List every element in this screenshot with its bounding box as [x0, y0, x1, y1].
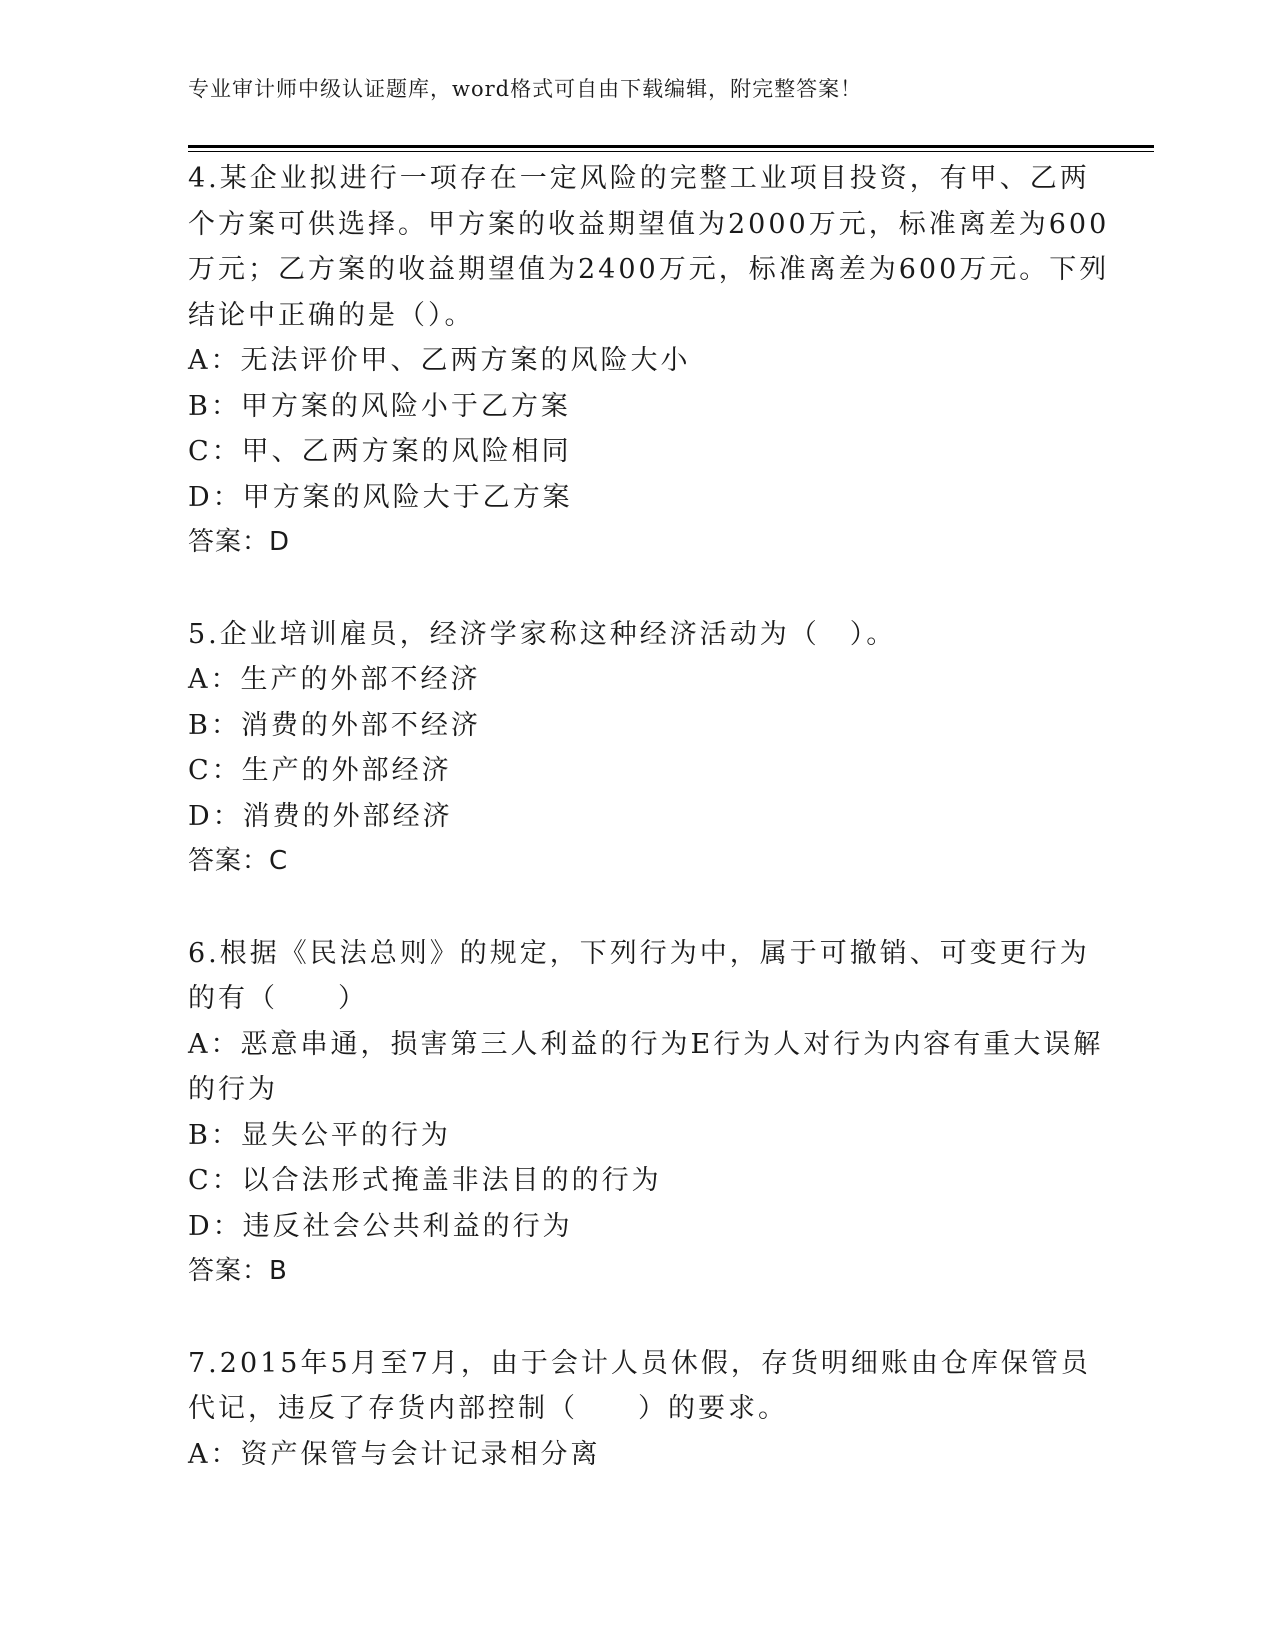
option-b: B：消费的外部不经济 [188, 709, 481, 741]
option-d: D：甲方案的风险大于乙方案 [188, 481, 573, 513]
question-stem-line: 4.某企业拟进行一项存在一定风险的完整工业项目投资，有甲、乙两 [188, 163, 1090, 194]
option-a: A：无法评价甲、乙两方案的风险大小 [188, 345, 691, 376]
option-b: B：甲方案的风险小于乙方案 [188, 390, 571, 422]
question-stem-line: 的有（ ） [188, 983, 368, 1014]
question-stem-line: 代记，违反了存货内部控制（ ）的要求。 [188, 1393, 788, 1424]
answer-line: 答案：C [188, 846, 289, 876]
header-rule-thin [188, 151, 1154, 152]
question-list [188, 156, 1110, 1477]
question-stem-line: 结论中正确的是（）。 [188, 299, 475, 331]
answer-line: 答案：B [188, 1256, 288, 1286]
option-d: D：违反社会公共利益的行为 [188, 1210, 573, 1242]
question-5 [188, 612, 1088, 885]
option-b: B：显失公平的行为 [188, 1119, 451, 1151]
question-stem-line: 5.企业培训雇员，经济学家称这种经济活动为（ ）。 [188, 618, 897, 650]
question-stem-line: 6.根据《民法总则》的规定，下列行为中，属于可撤销、可变更行为 [188, 937, 1090, 969]
question-spacer [188, 885, 1088, 931]
question-spacer [188, 566, 1088, 612]
option-d: D：消费的外部经济 [188, 800, 453, 832]
option-a-continued: 的行为 [188, 1074, 278, 1105]
question-6 [188, 931, 1104, 1295]
option-a: A：资产保管与会计记录相分离 [188, 1438, 601, 1470]
option-c: C：生产的外部经济 [188, 755, 452, 786]
option-c: C：以合法形式掩盖非法目的的行为 [188, 1165, 662, 1196]
question-7 [188, 1341, 1091, 1478]
question-stem-line: 7.2015年5月至7月，由于会计人员休假，存货明细账由仓库保管员 [188, 1347, 1091, 1379]
option-c: C：甲、乙两方案的风险相同 [188, 436, 572, 467]
option-a: A：生产的外部不经济 [188, 664, 481, 695]
question-4 [188, 156, 1110, 566]
question-stem-line: 万元；乙方案的收益期望值为2400万元，标准离差为600万元。下列 [188, 254, 1110, 285]
option-a: A：恶意串通，损害第三人利益的行为E行为人对行为内容有重大误解 [188, 1028, 1104, 1060]
question-stem-line: 个方案可供选择。甲方案的收益期望值为2000万元，标准离差为600 [188, 208, 1110, 240]
question-spacer [188, 1295, 1088, 1341]
header-rule-thick [188, 145, 1154, 148]
answer-line: 答案：D [188, 527, 291, 557]
page-header: 专业审计师中级认证题库，word格式可自由下载编辑，附完整答案！ [188, 77, 863, 101]
